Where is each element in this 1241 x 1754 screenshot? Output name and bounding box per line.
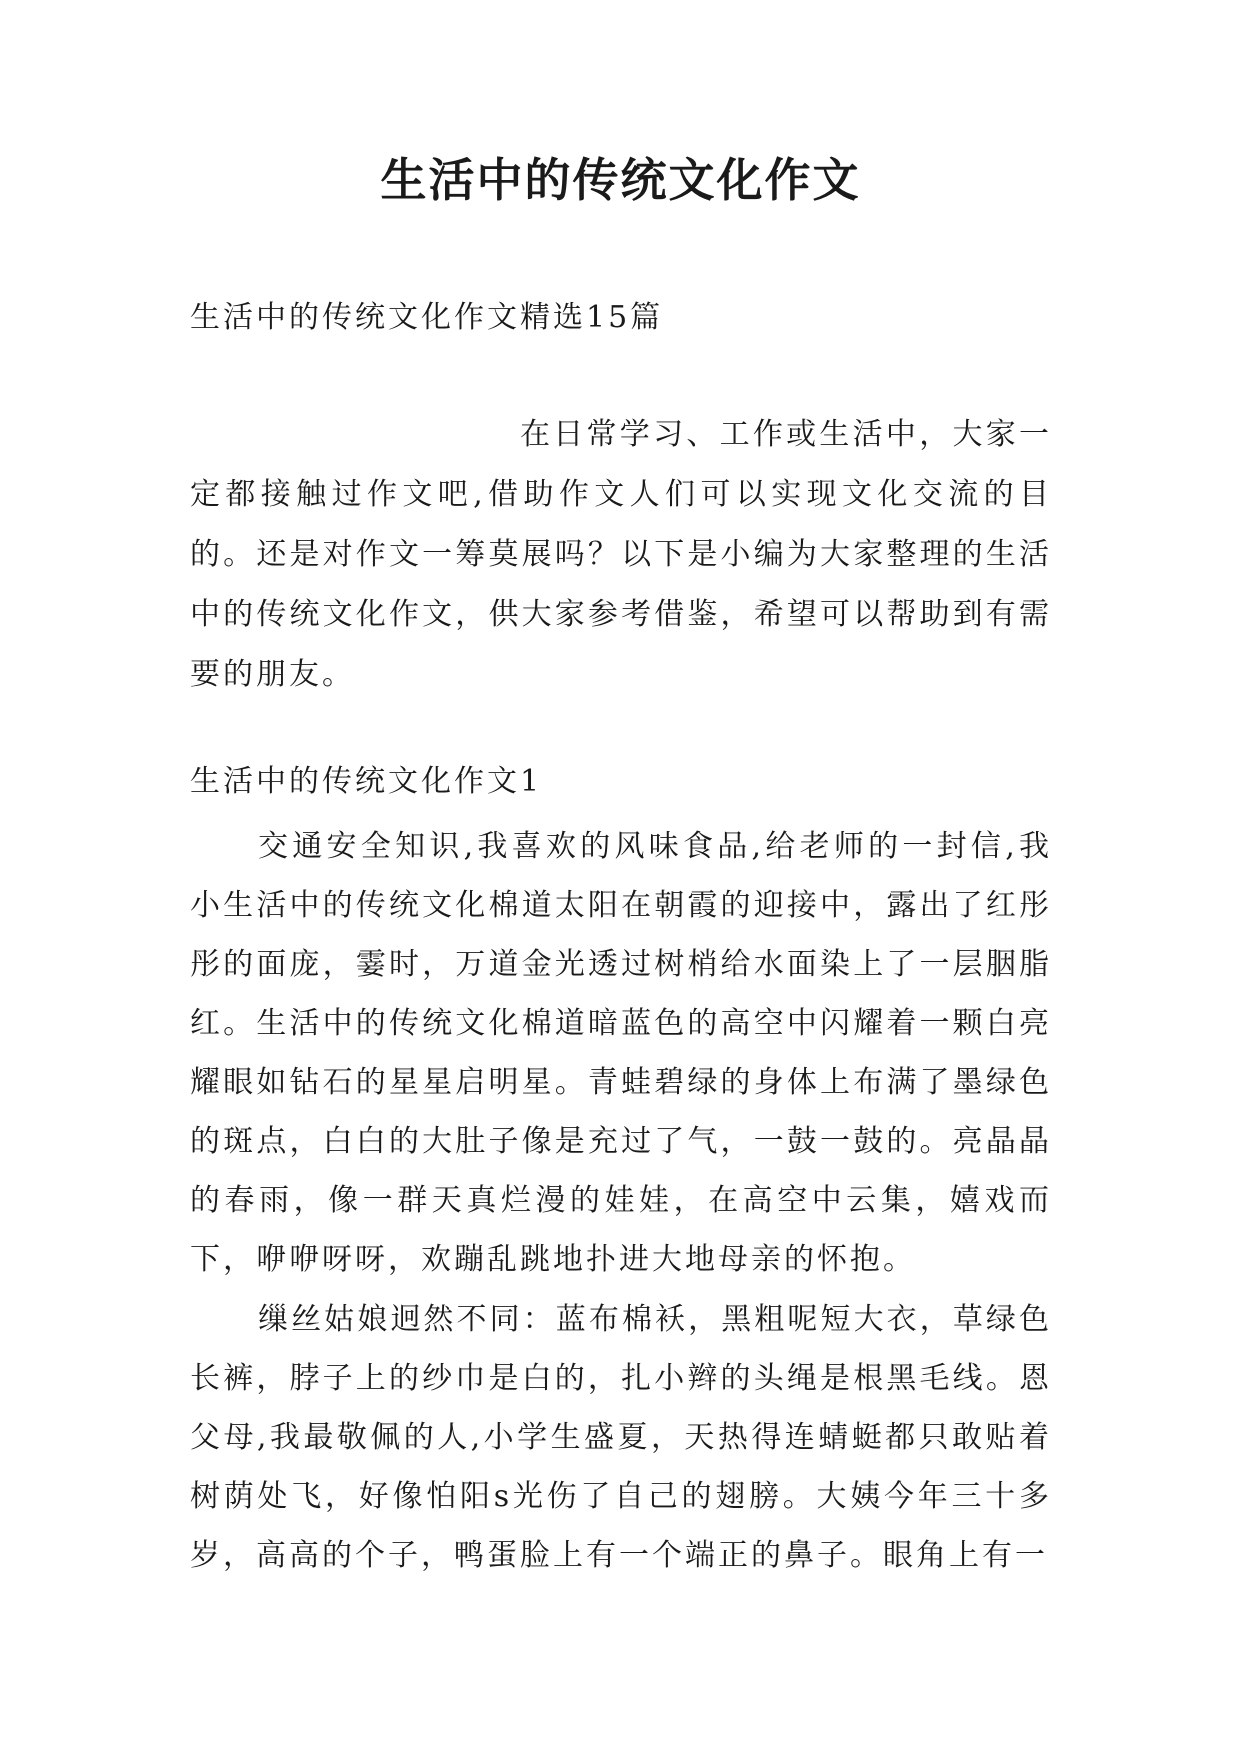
intro-paragraph: 在日常学习、工作或生活中，大家一定都接触过作文吧,借助作文人们可以实现文化交流的目的。还是对作文一筹莫展吗？以下是小编为大家整理的生活中的传统文化作文，供大家参考借鉴，希望可以帮助到有需要的朋友。 [190,417,1052,692]
document-subtitle: 生活中的传统文化作文精选15篇 [190,300,664,335]
section-heading: 生活中的传统文化作文1 [190,764,543,799]
document-title: 生活中的传统文化作文 [380,153,861,207]
body-paragraph: 交通安全知识,我喜欢的风味食品,给老师的一封信,我小生活中的传统文化棉道太阳在朝霞的迎接中，露出了红彤彤的面庞，霎时，万道金光透过树梢给水面染上了一层胭脂红。生活中的传统文化棉道暗蓝色的高空中闪耀着一颗白亮耀眼如钻石的星星启明星。青蛙碧绿的身体上布满了墨绿色的斑点，白白的大肚子像是充过了气，一鼓一鼓的。亮晶晶的春雨，像一群天真烂漫的娃娃，在高空中云集，嬉戏而下，咿咿呀呀，欢蹦乱跳地扑进大地母亲的怀抱。 [190,829,1052,1277]
body-paragraph: 缫丝姑娘迥然不同：蓝布棉袄，黑粗呢短大衣，草绿色长裤，脖子上的纱巾是白的，扎小辫的头绳是根黑毛线。恩父母,我最敬佩的人,小学生盛夏，天热得连蜻蜓都只敢贴着树荫处飞，好像怕阳s光伤了自己的翅膀。大姨今年三十多岁，高高的个子，鸭蛋脸上有一个端正的鼻子。眼角上有一 [190,1302,1052,1573]
